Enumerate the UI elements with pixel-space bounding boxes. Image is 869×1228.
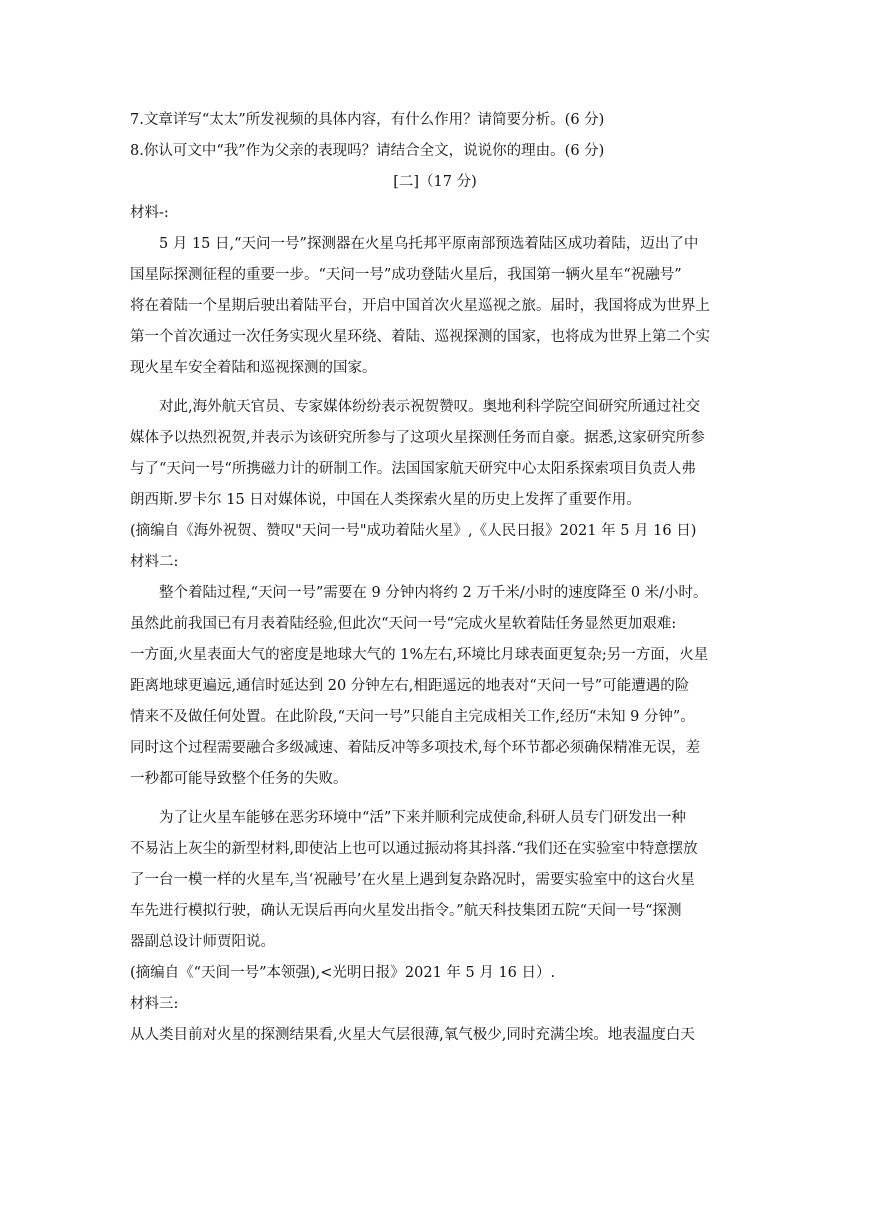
material-1-label: 材料-:	[130, 205, 169, 221]
material-2-paragraph-2	[130, 803, 740, 958]
text-line: 距离地球更遍远,通信时延达到 20 分钟左右,相距遥远的地表对“天问一号”可能遭遇的险	[130, 678, 690, 694]
text-line: 5 月 15 日,“天问一号”探测器在火星乌托邦平原南部预选着陆区成功着陆，迈出了中	[159, 236, 699, 252]
text-line: 国星际探测征程的重要一步。“天问一号”成功登陆火星后，我国第一辆火星车“祝融号”	[130, 267, 682, 283]
material-1-paragraph-1	[130, 229, 740, 384]
material-2-source: (摘编自《“天间一号”本领强),<光明日报》2021 年 5 月 16 日）.	[130, 965, 556, 981]
material-1-source: (摘编自《海外祝贺、赞叹"天问一号"成功着陆火星》,《人民日报》2021 年 5 月 16 日)	[130, 523, 697, 539]
text-line: 对此,海外航天官员、专家媒体纷纷表示祝贺赞叹。奥地利科学院空间研究所通过社交	[159, 399, 701, 415]
text-line: 第一个首次通过一次任务实现火星环绕、着陆、巡视探测的国家，也将成为世界上第二个实	[130, 329, 710, 345]
text-line: 车先进行模拟行驶，确认无误后再向火星发出指令。”航天科技集团五院“天间一号“探测	[130, 903, 682, 919]
material-1-paragraph-2	[130, 392, 740, 516]
text-line: 媒体予以热烈祝贺,并表示为该研究所参与了这项火星探测任务而自豪。据悉,这家研究所参	[130, 430, 705, 446]
text-line: 了一台一模一样的火星车,当‘祝融号’在火星上遇到复杂路况时，需要实验室中的这台火星	[130, 872, 695, 888]
text-line: 为了让火星车能够在恶劣环境中“活”下来并顺利完成使命,科研人员专门研发出一种	[159, 810, 686, 826]
text-line: 器副总设计师贾阳说。	[130, 934, 275, 950]
text-line: 情来不及做任何处置。在此阶段,“天问一号”只能自主完成相关工作,经历“未知 9 分钟”。	[130, 709, 695, 725]
text-line: 将在着陆一个星期后驶出着陆平台，开启中国首次火星巡视之旅。届时，我国将成为世界上	[130, 298, 710, 314]
material-2-label: 材料二:	[130, 554, 179, 570]
text-line: 不易沾上灰尘的新型材料,即使沾上也可以通过振动将其抖落.“我们还在实验室中特意摆放	[130, 841, 698, 857]
document-page	[130, 105, 740, 1051]
section-heading: [二]（17 分)	[393, 174, 477, 190]
text-line: 现火星车安全着陆和巡视探测的国家。	[130, 360, 377, 376]
text-line: 与了“天问一号“所携磁力计的研制工作。法国国家航天研究中心太阳系探索项目负责人弗	[130, 461, 696, 477]
text-line: 朗西斯.罗卡尔 15 日对媒体说，中国在人类探索火星的历史上发挥了重要作用。	[130, 492, 641, 508]
text-line: 虽然此前我国已有月表着陆经验,但此次“天问一号“完成火星软着陆任务显然更加艰难:	[130, 616, 677, 632]
question-7: 7.文章详写“太太”所发视频的具体内容，有什么作用？请简要分析。(6 分)	[130, 112, 605, 128]
text-line: 一方面,火星表面大气的密度是地球大气的 1%左右,环境比月球表面更复杂;另一方面，火星	[130, 647, 709, 663]
text-line: 一秒都可能导致整个任务的失败。	[130, 771, 348, 787]
text-line: 从人类目前对火星的探测结果看,火星大气层很薄,氧气极少,同时充满尘埃。地表温度白天	[130, 1027, 695, 1043]
material-3-paragraph-1	[130, 1020, 740, 1051]
question-8: 8.你认可文中“我”作为父亲的表现吗？请结合全文，说说你的理由。(6 分)	[130, 143, 605, 159]
material-3-label: 材料三:	[130, 996, 179, 1012]
material-2-paragraph-1	[130, 578, 740, 795]
text-line: 整个着陆过程,“天问一号”需要在 9 分钟内将约 2 万千米/小时的速度降至 0 米/小时。	[159, 585, 708, 601]
text-line: 同时这个过程需要融合多级减速、着陆反冲等多项技术,每个环节都必须确保精准无误，差	[130, 740, 701, 756]
